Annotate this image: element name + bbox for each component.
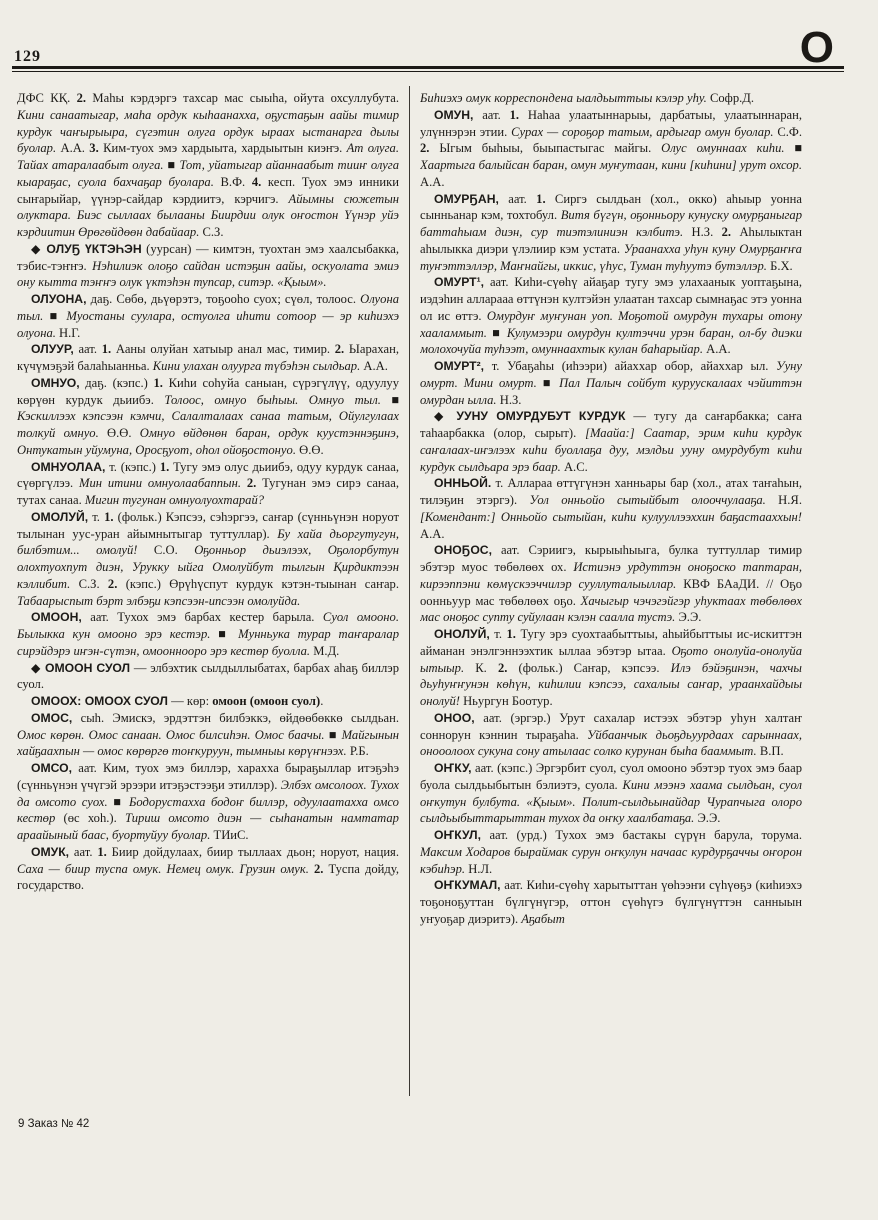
dictionary-entry bbox=[17, 90, 399, 241]
dictionary-entry bbox=[17, 660, 399, 694]
entry-headword: ◆ ОМООН СУОЛ bbox=[31, 660, 131, 675]
entry-definition: аат. Ким, туох эмэ биллэр, харахха быраҕыллар итэҕэһэ (сүнньүнэн үчүгэй эрээри итэҕэстээҕи этиллэр). Элбэх омсолоох. Тухох да омсото суох. ■ Бодорустахха бодоҥ биллэр, одуулаатахха омсо кестөр (өс хоһ.). Тириш омсото диэн — сыһанатын намтатар араайыный баас, буортуйуу буолар. ТИиС. bbox=[17, 761, 399, 842]
entry-headword: ОНОО, bbox=[434, 710, 475, 725]
entry-definition: аат. 1. Биир дойдулаах, биир тыллаах дьон; норуот, нация. Саха — биир туспа омук. Немец омук. Грузин омук. 2. Туспа дойду, государство. bbox=[17, 844, 399, 893]
dictionary-entry bbox=[420, 107, 802, 191]
dictionary-entry bbox=[17, 710, 399, 760]
right-column bbox=[420, 90, 802, 1090]
dictionary-entry bbox=[17, 693, 399, 710]
dictionary-entry bbox=[420, 542, 802, 626]
entry-definition: сыһ. Эмискэ, эрдэттэн билбэккэ, өйдөөбөккө сылдьан. Омос көрөн. Омос санаан. Омос билсиһэн. Омос баачы. ■ Майгынын хайҕаахпын — омос көрөргө тоҥкуруун, тымныы көрүҥнээх. Р.Б. bbox=[17, 710, 399, 759]
entry-definition: т. Аллараа өттүгүнэн ханньары бар (хол., атах таҥаһын, тилэҕин этэргэ). Уол онньойо сытыйбыт олооччулааҕа. Н.Я. [Комендант:] Онньойо сытыйан, киһи кулууллээххин баҕастааххын! А.А. bbox=[420, 476, 802, 541]
entry-definition: аат. 1. Наһаа улаатыннарыы, дарбатыы, улаатыннаран, улүннэрэн этии. Сурах — сороҕор татым, ардыгар омун буолар. С.Ф. 2. Ыгым быһыы, быыпастыгас майгы. Олус омуннаах киһи. ■ Хаартыга балыйсан баран, омун муҥутаан, кини [киһини] урут охсор. А.А. bbox=[420, 107, 802, 189]
dictionary-entry bbox=[420, 358, 802, 408]
entry-definition: аат. Киһи-сүөһү айаҕар тугу эмэ улахаанык уоптаҕына, иэдэһин алларааа өттүнэн култэйэн улаатан тахсар сымнаҕас этэ уонна ол ис өттэ. Омурдуҥ муҥунан уоп. Моҕотой омурдун тухары отону хааламмыт. ■ Кулумээри омурдун култэччи урэн баран, ол-бу диэки молохочуйа туһээт, омуннаахтык кулан баһарыйар. А.А. bbox=[420, 275, 802, 357]
dictionary-entry bbox=[17, 375, 399, 459]
entry-definition: — тугу да саҥарбакка; саҥа таһаарбакка (олор, сырыт). [Маайа:] Саатар, эрим киһи курдук саҥалаах-иҥэлээх киһи буоллаҕа дуу, мэлдьи ууну омурдубут киһи курдук сылдьара эрэ баар. А.С. bbox=[420, 409, 802, 474]
entry-headword: ОНОЛУЙ, bbox=[434, 627, 490, 641]
dictionary-entry bbox=[420, 877, 802, 927]
entry-definition: т. Убаҕаһы (иһээри) айаххар обор, айаххар ыл. Ууну омурт. Мини омурт. ■ Пал Палыч сойбут куруускалаах чэйиттэн омурдан ылла. Н.З. bbox=[420, 359, 802, 407]
entry-headword: ОМУК, bbox=[31, 844, 70, 859]
dictionary-entry bbox=[420, 760, 802, 827]
entry-definition: аат. Сэриигэ, кырыыһыыга, булка туттуллар тимир эбэтэр муос төбөлөөх ох. Истиэнэ урдуттэн оноҕоско таптаран, кирээппэни көмүскээччилэр сууллуталыыллар. КВФ БАаДИ. // Оҕо оонньуур мас төбөлөөх оҕо. Хачыгыр чэчэгэйгэр уһуктаах төбөлөөх мас оноҕос супту суйулаан кэлэн саалла тустэ. Э.Э. bbox=[420, 543, 802, 625]
dictionary-entry bbox=[17, 459, 399, 509]
dictionary-entry bbox=[17, 291, 399, 341]
entry-headword: ◆ УУНУ ОМУРДУБУТ КУРДУК bbox=[434, 409, 626, 424]
entry-definition: аат. Тухох эмэ барбах кестер барыла. Суол омооно. Былыкка кун омооно эрэ кестэр. ■ Мунньука турар таҥаралар сирэйдэрэ иҥэн-сүтэн, омооннооро эрэ кестөр буолла. М.Д. bbox=[17, 610, 399, 658]
dictionary-entry bbox=[17, 609, 399, 659]
footer-signature: 9 Заказ № 42 bbox=[18, 1118, 90, 1130]
entry-definition: аат. 1. Ааны олуйан хатыыр анал мас, тимир. 2. Ыарахан, күчүмэҕэй балаһыанньа. Кини улахан олуурга түбэһэн сылдьар. А.А. bbox=[17, 342, 399, 373]
dictionary-entry bbox=[17, 509, 399, 610]
dictionary-entry bbox=[420, 626, 802, 710]
dictionary-entry bbox=[420, 475, 802, 542]
entry-headword: ◆ ОЛУҔ ҮКТЭҺЭН bbox=[31, 241, 142, 256]
header-rule bbox=[12, 66, 844, 69]
entry-headword: ОМУРТ², bbox=[434, 359, 485, 373]
entry-definition: аат. 1. Сиргэ сылдьан (хол., окко) аһыыр уонна сынньанар кэм, тохтобул. Витя бүгүн, оҕонньору кунуску омурҕаныгар баттаһыам диэн, сур тиэтэлиниэн кэлбитэ. Н.З. 2. Аһылыктан аһылыкка диэри үлэлиир кэм устата. Ураанахха уһун куну Омурҕаҥҥа туҥэттэллэр, Маҥнайгы, иккис, үһус, Туман туһуутэ бутэллэр. Б.Х. bbox=[420, 191, 802, 273]
entry-definition: Биһиэхэ омук корреспондена ыалдьыттыы кэлэр уһу. Софр.Д. bbox=[420, 91, 755, 105]
dictionary-entry bbox=[17, 844, 399, 894]
dictionary-entry bbox=[17, 241, 399, 291]
entry-definition: — элбэхтик сылдыллыбатах, барбах аһаҕ биллэр суол. bbox=[17, 660, 399, 692]
entry-headword: ОҤКУЛ, bbox=[434, 828, 481, 842]
entry-headword: ОМОС, bbox=[31, 710, 73, 725]
entry-definition: т. 1. (фольк.) Кэпсээ, сэһэргээ, саҥар (сүнньүнэн норуот тылынан уус-уран айымнытыгар туттуллар). Бу хайа дьоргутугун, билбэтим... омолуй! С.О. Оҕонньор дьиэлээх, Оҕолорбутун олохтуохпут диэн, Урукку ыйга Омолуйбут тылгын Қирдиктээн кэллибит. С.З. 2. (кэпс.) Өрүһүспут курдук кэтэн-тыынан саҥар. Табаарыспыт бэрт элбэҕи кэпсээн-ипсээн омолуйда. bbox=[17, 509, 399, 608]
header-rule-thin bbox=[12, 71, 844, 72]
entry-headword: ОМУРҔАН, bbox=[434, 191, 499, 206]
entry-headword: ОЛУОНА, bbox=[31, 292, 87, 306]
dictionary-entry bbox=[17, 341, 399, 375]
entry-headword: ОМООН, bbox=[31, 610, 82, 625]
entry-headword: ОННЬОЙ. bbox=[434, 476, 492, 491]
entry-definition: аат. (эргэр.) Урут сахалар истээх эбэтэр уһун халтаҥ соннорун кэннин тыраҕаһа. Уйбаанчык дьоҕдьуурдаах сарыннаах, онооолоох сукуна сону атылаас солко курунан быһа бааммыт. В.П. bbox=[420, 710, 802, 759]
entry-headword: ОНОҔОС, bbox=[434, 543, 492, 558]
dictionary-entry bbox=[17, 760, 399, 844]
entry-headword: ОМОЛУЙ, bbox=[31, 509, 89, 524]
entry-definition: ДФС КҚ. 2. Маһы кэрдэргэ тахсар мас сыыһа, ойута охсуллубута. Кини санаатыгар, маһа ордук кыһаанахха, оҕустаҕын аайы тимир курдук чаҥырыыра, сүгэтин олуга ордук ыраах ыстанарга дылы буолар. А.А. 3. Ким-туох эмэ хардыыта, хардыытын киэҥэ. Ат олуга. Тайах атаралаабыт олуга. ■ Тот, уйатыгар айаннаабыт тииҥ олуга кыараҕас, суола бахчаҕар буолара. В.Ф. 4. кесп. Туох эмэ инники сыҥарыйар, үүнэр-сайдар кэрдиитэ, кэрчигэ. Айымны сюжетын олуктара. Биэс сыллаах былааны Биирдии олук оҥостон Үүнэр уйэ кэрдиитин Өрөгөйдөөн дабайаар. С.З. bbox=[17, 91, 399, 239]
entry-headword: ОМНУОЛАА, bbox=[31, 459, 106, 474]
entry-headword: ОМНУО, bbox=[31, 375, 80, 390]
entry-definition: аат. (урд.) Тухох эмэ бастакы сүрүн барула, торума. Максим Ходаров быраймак сурун оҥкулун начаас курдурҕаччы оҥорон кэбиһэр. Н.Л. bbox=[420, 828, 802, 876]
section-letter: О bbox=[799, 23, 834, 72]
entry-definition: даҕ. Сөбө, дьүөрэтэ, тоҕооһо суох; сүөл, толоос. Олуона тыл. ■ Муостаны суулара, остуолга иһити сотоор — эр киһиэхэ олуона. Н.Г. bbox=[17, 292, 399, 340]
dictionary-entry bbox=[420, 827, 802, 877]
entry-headword: ОҤКУМАЛ, bbox=[434, 878, 501, 893]
left-column bbox=[17, 90, 399, 1090]
dictionary-entry bbox=[420, 710, 802, 760]
dictionary-entry bbox=[420, 191, 802, 275]
entry-definition: (уурсан) — кимтэн, туохтан эмэ хаалсыбакка, тэбис-тэҥҥэ. Нэһилиэк олоҕо сайдан истэҕин аайы, оскуолата эмиэ ону кытта тэҥҥэ олук үктэһэн тупсар, ситэр. «Қыым». bbox=[17, 241, 399, 290]
entry-definition: аат. (кэпс.) Эргэрбит суол, суол омооно эбэтэр туох эмэ баар буола сылдьыбытын бэлиэтэ, суола. Кини мээнэ хаама сылдьан, суол оҥкутун булбута. «Қыым». Полит-сылдьынайдар Чурапчыга олоро сылдьыбыттарыттан тухох да оҥку хаалбатаҕа. Э.Э. bbox=[420, 761, 802, 826]
dictionary-entry bbox=[420, 408, 802, 475]
dictionary-entry bbox=[420, 90, 802, 107]
entry-definition: даҕ. (кэпс.) 1. Киһи соһуйа саныан, сүрэгүлүү, одуулуу көрүөн курдук дьиибэ. Толоос, омнуо быһыы. Омнуо тыл. ■ Кэскиллээх кэпсээн кэмчи, Салалталаах санаа татым, Ойулгулаах толкуй омнуо. Ө.Ө. Омнуо өйдөнөн баран, ордук куустэннэҕинэ, Онтукатын уйумуна, Оросҕуот, оһол ойоҕостонуо. Ө.Ө. bbox=[17, 375, 399, 457]
column-divider bbox=[409, 86, 410, 1096]
page-number: 129 bbox=[14, 48, 41, 65]
entry-headword: ОМСО, bbox=[31, 761, 72, 775]
entry-headword: ОҤКУ, bbox=[434, 761, 472, 775]
dictionary-entry bbox=[420, 274, 802, 358]
entry-definition: т. 1. Тугу эрэ суохтаабыттыы, аһыйбыттыы ис-искиттэн айманан энэлгэннээхтик ыллаа эбэтэр ытаа. Оҕото онолуйа-онолуйа ытыыр. К. 2. (фольк.) Саҥар, кэпсээ. Илэ бэйэҕинэн, чахчы дьуһуҥҥунэн көһүн, киһилии кэпсээ, сахалыы саҥар, ураанхайдыы онолуй! Ньургун Боотур. bbox=[420, 627, 802, 708]
entry-headword: ОМООХ: ОМООХ СУОЛ bbox=[31, 694, 168, 708]
entry-headword: ОЛУУР, bbox=[31, 342, 74, 357]
entry-headword: ОМУН, bbox=[434, 107, 474, 122]
entry-definition: — көр: омоон (омоон суол). bbox=[168, 694, 324, 708]
entry-definition: аат. Киһи-сүөһү харытыттан үөһээҥи сүһүөҕэ (киһиэхэ тоҕоноҕуттан бүлгүнүгэр, оттон сүөһүгэ бүлгүнүттэн санныын уҥуоҕар диэритэ). Аҕабыт bbox=[420, 878, 802, 926]
entry-definition: т. (кэпс.) 1. Тугу эмэ олус дьиибэ, одуу курдук санаа, сүөргүлээ. Мин итини омнуолаабаппын. 2. Тугунан эмэ сирэ санаа, тутах санаа. Мигин тугунан омнуолуохтарай? bbox=[17, 459, 399, 507]
entry-headword: ОМУРТ¹, bbox=[434, 275, 485, 290]
